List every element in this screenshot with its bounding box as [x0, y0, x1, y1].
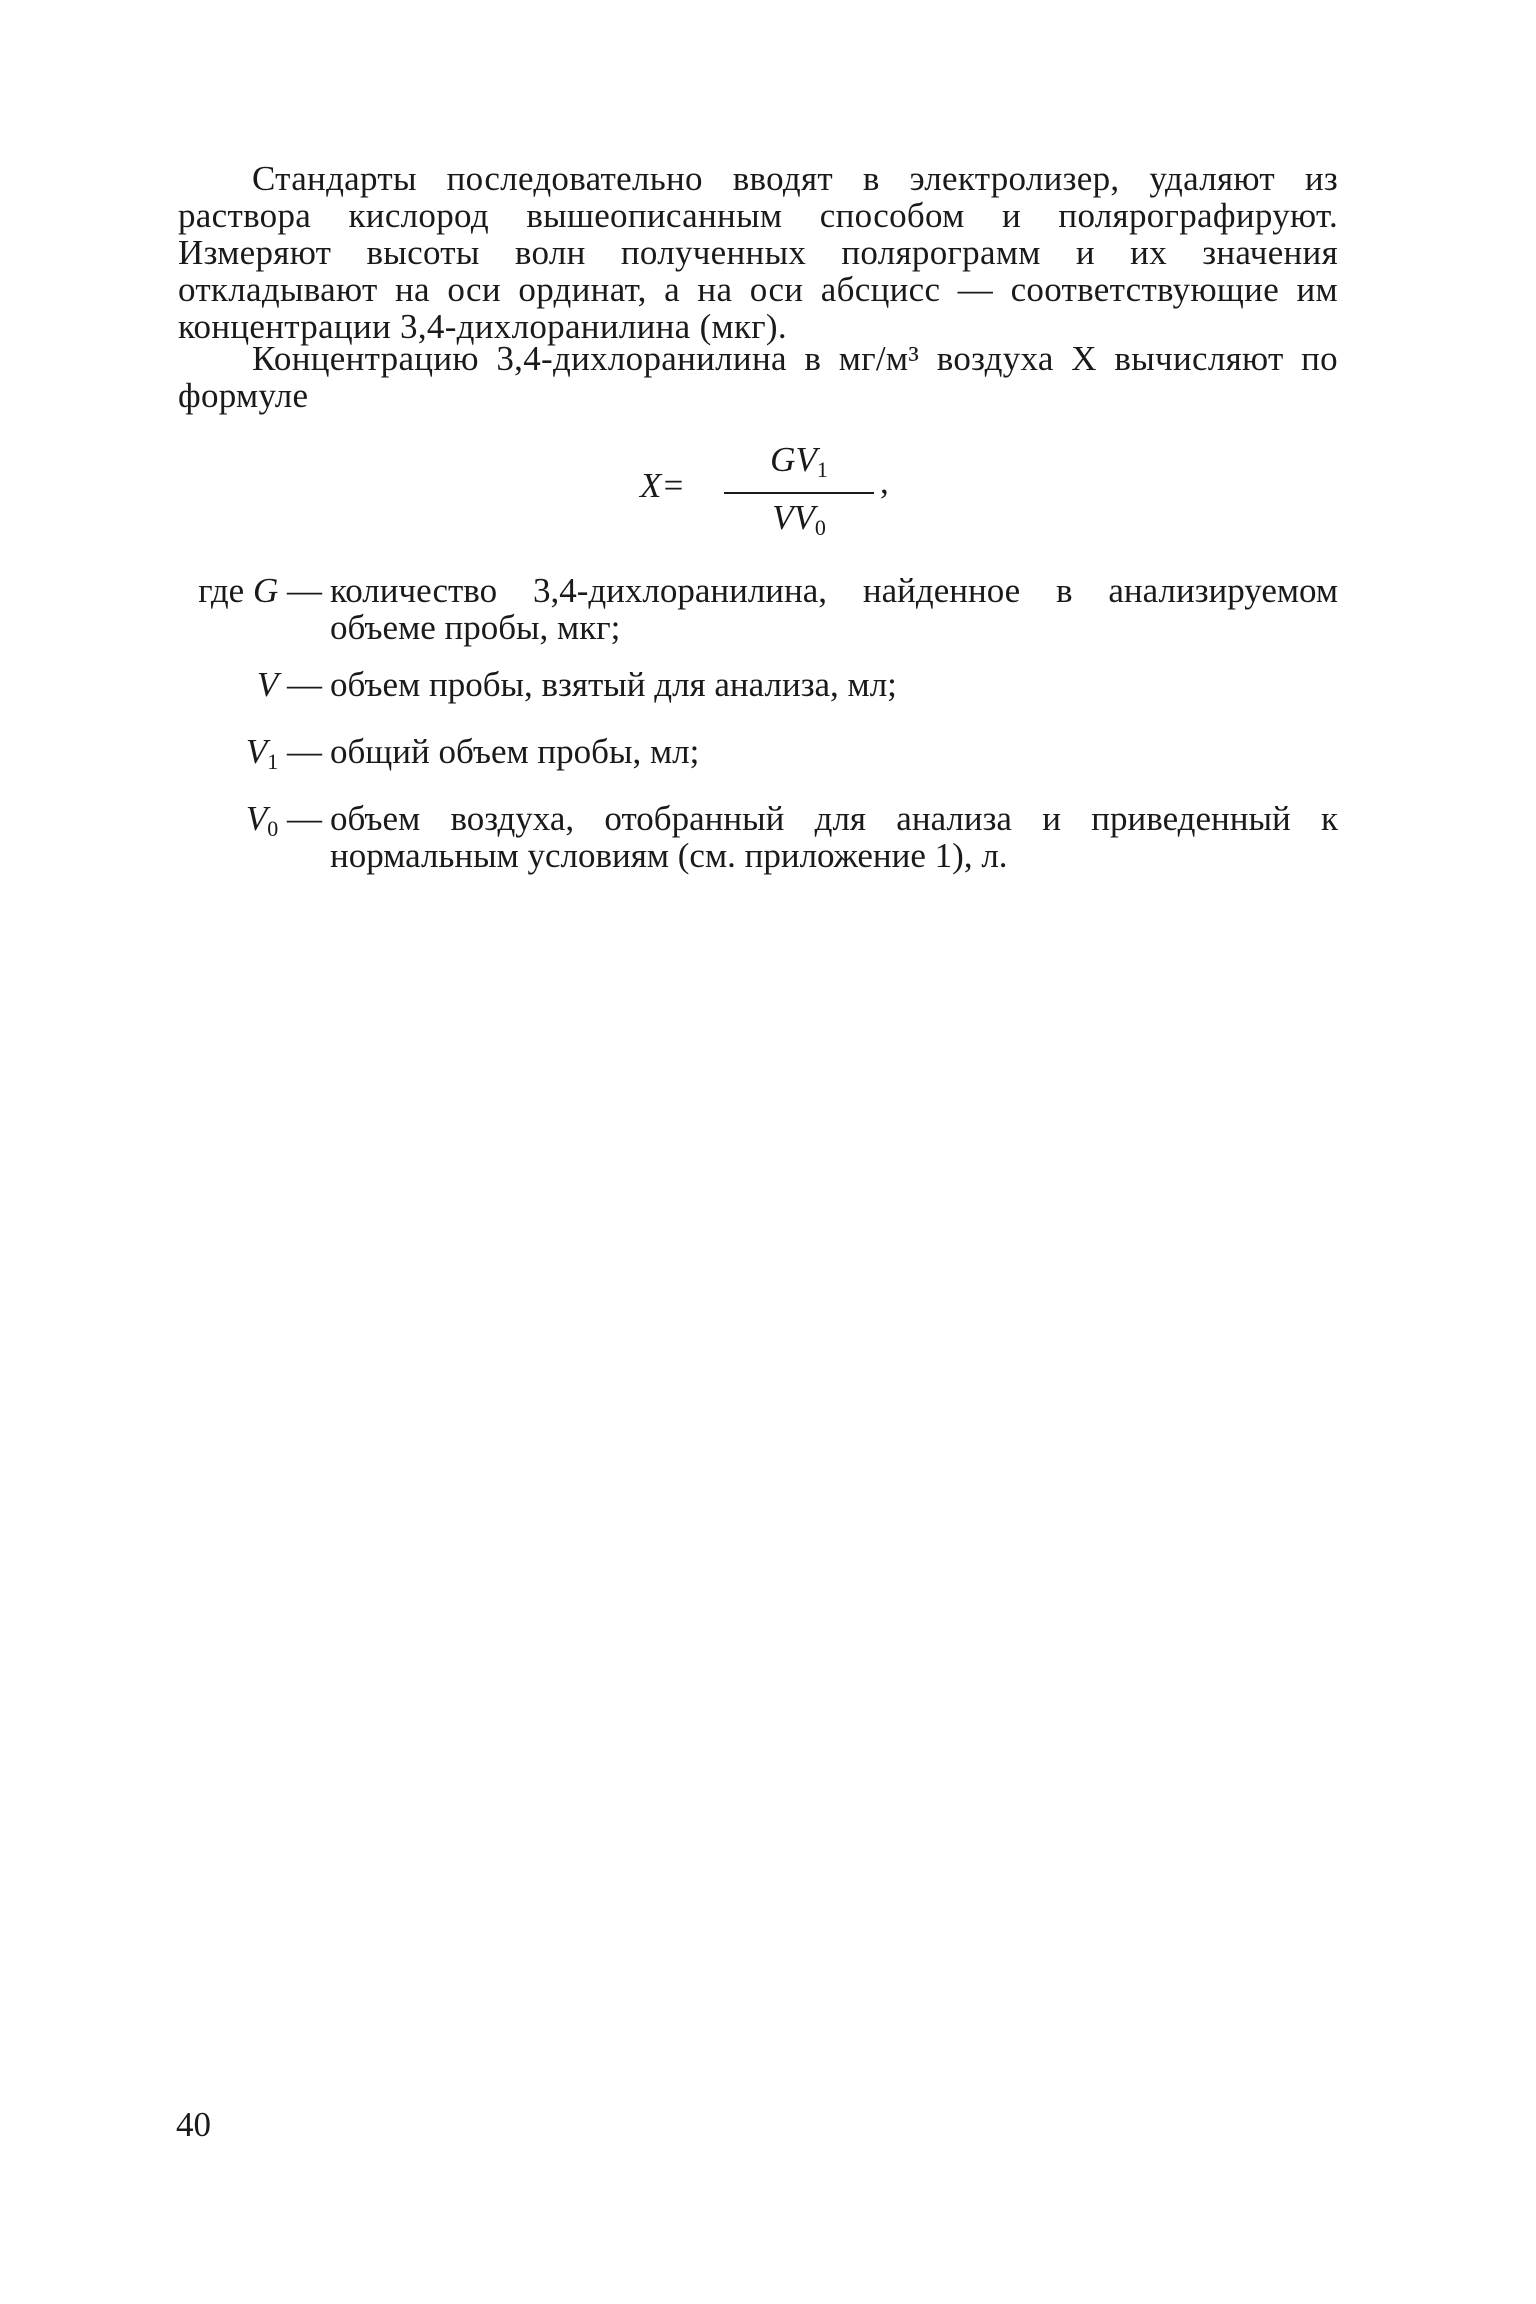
formula-numerator: [724, 440, 874, 490]
formula-fraction: [724, 440, 874, 548]
formula-denominator-subscript: 0: [814, 515, 826, 540]
definition-item: [178, 572, 1338, 646]
definition-dash: —: [278, 799, 322, 838]
definition-subscript: 0: [267, 816, 279, 841]
definition-symbol: [178, 800, 330, 874]
page-number: 40: [176, 2105, 211, 2144]
definition-symbol: [178, 666, 330, 713]
definition-text: объем пробы, взятый для анализа, мл;: [330, 665, 897, 704]
definition-symbol: [178, 733, 330, 780]
formula-numerator-text: GV: [770, 440, 817, 479]
paragraph-standards: [178, 160, 1338, 345]
definition-symbol: [178, 572, 330, 646]
definition-variable: V: [245, 799, 268, 838]
definition-text: общий объем пробы, мл;: [330, 732, 700, 771]
definition-prefix: где: [198, 571, 253, 610]
definition-dash: —: [278, 732, 322, 771]
formula-denominator: [724, 498, 874, 548]
formula-numerator-subscript: 1: [816, 457, 828, 482]
definition-variable: V: [245, 732, 268, 771]
paragraph-concentration-rest: по формуле: [178, 339, 1338, 415]
definition-subscript: 1: [267, 749, 279, 774]
paragraph-concentration-first-line: Концентрацию 3,4-дихлоранилина в мг/м³ воздуха X вычисляют: [252, 339, 1284, 378]
formula-comma: ,: [880, 462, 889, 501]
paragraph-concentration: [178, 340, 1338, 414]
definition-variable: G: [252, 571, 279, 610]
definition-dash: —: [278, 571, 322, 610]
variable-definitions: [178, 572, 1338, 894]
definition-item: [178, 666, 1338, 713]
definition-dash: —: [278, 665, 322, 704]
definition-variable: V: [256, 665, 279, 704]
definition-text: объем воздуха, отобранный для анализа и приведенный к нормальным условиям (см. приложение 1), л.: [330, 799, 1338, 875]
definition-item: [178, 800, 1338, 874]
formula-lhs: X=: [640, 466, 685, 505]
fraction-bar: [724, 492, 874, 494]
definition-item: [178, 733, 1338, 780]
formula-denominator-text: VV: [772, 498, 815, 537]
paragraph-standards-rest: раствора кислород вышеописанным способом и полярографируют. Измеряют высоты волн полученных полярограмм и их значения откладывают на оси ординат, а на оси абсцисс — соответствующие им концентрации 3,4-дихлоранилина (мкг).: [178, 196, 1338, 346]
paragraph-standards-first-line: Стандарты последовательно вводят в электролизер, удаляют из: [252, 159, 1338, 198]
definition-text: количество 3,4-дихлоранилина, найденное в анализируемом объеме пробы, мкг;: [330, 571, 1338, 647]
concentration-formula: [640, 440, 900, 540]
